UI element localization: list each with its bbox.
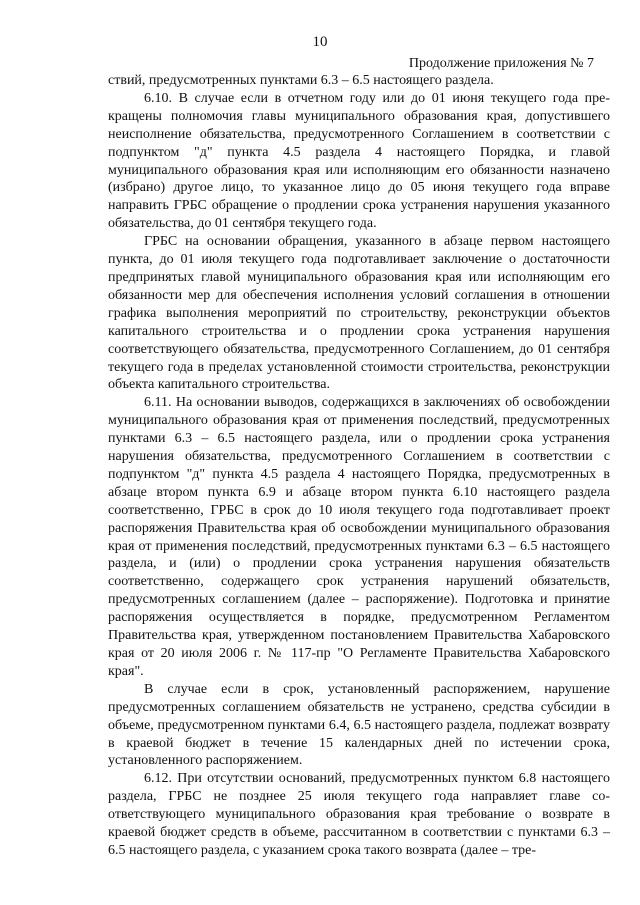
document-body [108, 72, 610, 860]
paragraph-6-11: 6.11. На основании выводов, содержащихся в заключениях об освобождении муниципального образования края от применения последствий, предусмотренных пунктами 6.3 – 6.5 настоящего раздела, или о продлении срока устранения нарушения обязательства, предусмотренного Соглашением в соответствии с подпунктом "д" пункта 4.5 раздела 4 настоящего Порядка, предусмотренных в абзаце втором пункта 6.9 и абзаце втором пункта 6.10 настоящего раздела соответственно, ГРБС в срок до 10 июля текущего года подготавливает проект распоряжения Правительства края об освобождении муниципального образования края от применения последствий, предусмотренных пунктами 6.3 – 6.5 настоящего раздела, и (или) о продлении срока устранения нарушения обязательств соответственно, содержащего срок устранения нарушений обязательств, предусмотренных соглашением (далее – распоряжение). Подготовка и принятие распоряжения осуществляется в порядке, предусмотренном Регламентом Правительства края, утвержденном постановлением Правительства Хабаровского края от 20 июля 2006 г. № 117-пр "О Регламенте Правительства Хабаровского края". [108, 395, 610, 679]
paragraph-continuation: ствий, предусмотренных пунктами 6.3 – 6.5 настоящего раздела. [108, 73, 494, 88]
page-number: 10 [312, 34, 328, 50]
paragraph-6-10: 6.10. В случае если в отчетном году или до 01 июня текущего года прекращены полномочия главы муниципального образования края, допустившего неисполнение обязательства, предусмотренного Соглашением в соответствии с подпунктом "д" пункта 4.5 раздела 4 настоящего Порядка, и главой муниципального образования края или исполняющим его обязанности назначено (избрано) другое лицо, то указанное лицо до 05 июня текущего года вправе направить ГРБС обращение о продлении срока устранения нарушения указанного обязательства, до 01 сентября текущего года. [108, 90, 610, 232]
paragraph-6-11-return: В случае если в срок, установленный распоряжением, нарушение предусмотренных соглашением обязательств не устранено, средства субсидии в объеме, предусмотренном пунктами 6.4, 6.5 настоящего раздела, подлежат возврату в краевой бюджет в течение 15 календарных дней по истечении срока, установленного распоряжением. [108, 681, 610, 769]
paragraph-6-12: 6.12. При отсутствии оснований, предусмотренных пунктом 6.8 настоящего раздела, ГРБС не позднее 25 июля текущего года направляет главе соответствующего муниципального образования края требование о возврате в краевой бюджет средств в объеме, рассчитанном в соответствии с пунктами 6.3 – 6.5 настоящего раздела, с указанием срока такого возврата (далее – тре- [108, 771, 610, 858]
paragraph-6-10-grbs: ГРБС на основании обращения, указанного в абзаце первом настоящего пункта, до 01 июля текущего года подготавливает заключение о достаточности предпринятых главой муниципального образования края или исполняющим его обязанности мер для обеспечения исполнения условий соглашения в отношении графика выполнения мероприятий по строительству, реконструкции объектов капитального строительства и о продлении срока устранения нарушения соответствующего обязательства, предусмотренного Соглашением, до 01 сентября текущего года в пределах установленной стоимости строительства, реконструкции объекта капитального строительства. [108, 234, 610, 393]
appendix-continuation-note: Продолжение приложения № 7 [408, 56, 594, 71]
